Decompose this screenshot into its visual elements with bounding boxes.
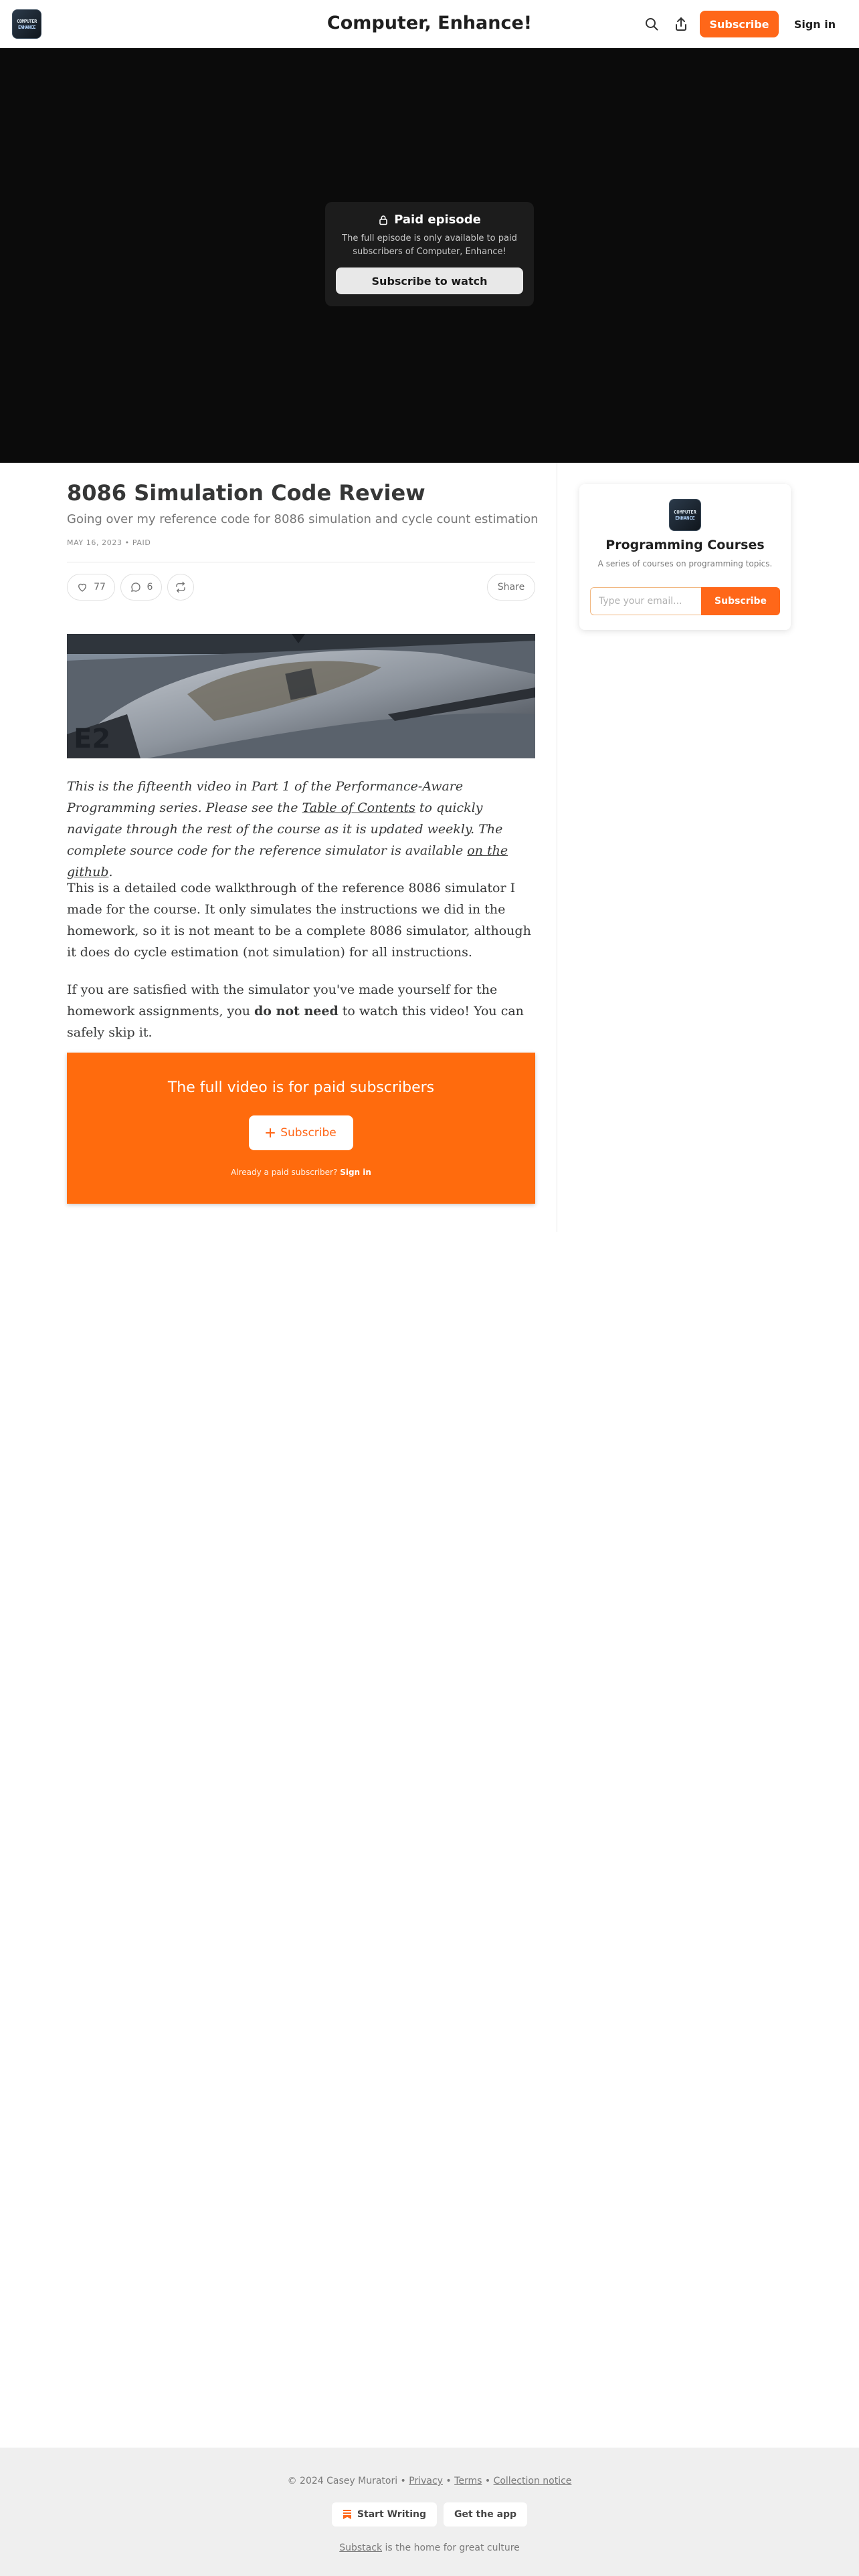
logo-text: ENHANCE	[17, 25, 35, 30]
email-subscribe-form	[590, 587, 780, 615]
site-footer	[0, 2448, 859, 2576]
sign-in-button[interactable]: Sign in	[793, 17, 836, 31]
share-button[interactable]: Share	[487, 574, 535, 601]
svg-text:E2: E2	[74, 724, 111, 754]
sidebar-title[interactable]: Programming Courses	[605, 538, 765, 552]
site-header	[0, 0, 859, 48]
comment-count: 6	[147, 582, 153, 593]
comment-icon	[130, 581, 142, 593]
logo-text: COMPUTER	[674, 510, 696, 515]
like-button[interactable]	[67, 574, 115, 601]
separator: •	[482, 2476, 494, 2486]
like-count: 77	[94, 582, 106, 593]
paywall-subscribe-label: Subscribe	[280, 1126, 337, 1140]
collection-notice-link[interactable]: Collection notice	[493, 2476, 572, 2486]
footer-tagline	[0, 2543, 859, 2553]
comments-button[interactable]	[120, 574, 162, 601]
restack-button[interactable]	[167, 574, 194, 601]
logo-text: ENHANCE	[675, 516, 695, 521]
body-text: If you are satisfied with the simulator you've made yourself for the homework assignments, you	[67, 982, 498, 1018]
site-title[interactable]: Computer, Enhance!	[326, 13, 533, 33]
paid-episode-card	[325, 202, 534, 306]
intro-text: .	[108, 865, 113, 879]
paywall-signin-note	[67, 1168, 535, 1177]
share-icon[interactable]	[673, 16, 689, 32]
post-date-meta: MAY 16, 2023 • PAID	[67, 538, 151, 547]
separator: •	[397, 2476, 409, 2486]
emphasis-text: do not need	[254, 1004, 339, 1018]
sidebar-subscribe-button[interactable]: Subscribe	[701, 587, 780, 615]
publication-logo[interactable]	[12, 9, 41, 39]
table-of-contents-link[interactable]: Table of Contents	[302, 800, 415, 815]
separator: •	[442, 2476, 455, 2486]
start-writing-button[interactable]	[332, 2502, 437, 2527]
footer-legal	[0, 2476, 859, 2486]
tagline-text: is the home for great culture	[382, 2543, 520, 2553]
lock-icon	[378, 215, 389, 225]
body-text: to watch this video! You can safely skip it.	[67, 1004, 524, 1040]
heart-icon	[76, 581, 88, 593]
email-input[interactable]	[590, 587, 701, 615]
plus-icon	[266, 1128, 275, 1138]
paid-episode-title: Paid episode	[394, 213, 481, 227]
logo-text: COMPUTER	[17, 19, 37, 24]
body-paragraph	[67, 979, 535, 1043]
terms-link[interactable]: Terms	[454, 2476, 482, 2486]
paid-episode-heading	[325, 213, 534, 227]
sidebar-publication-logo[interactable]	[669, 499, 701, 531]
paywall-title: The full video is for paid subscribers	[167, 1079, 435, 1096]
substack-icon	[343, 2509, 352, 2520]
paywall-cta	[67, 1053, 535, 1204]
copyright-text: © 2024 Casey Muratori	[287, 2476, 398, 2486]
post-subtitle: Going over my reference code for 8086 simulation and cycle count estimation	[67, 512, 539, 526]
intro-text: This is the fifteenth video in Part 1 of the Performance-Aware Programming series. Please see the	[67, 779, 464, 815]
subscribe-to-watch-button[interactable]: Subscribe to watch	[336, 267, 523, 294]
get-the-app-button[interactable]: Get the app	[444, 2502, 527, 2527]
body-paragraph: This is a detailed code walkthrough of the reference 8086 simulator I made for the course. It only simulates the instructions we did in the homework, so it is not meant to be a complete 8086 simulator, although it does do cycle estimation (not simulation) for all instructions.	[67, 881, 531, 960]
paywall-subscribe-button[interactable]	[249, 1115, 353, 1150]
subscribe-button[interactable]: Subscribe	[700, 11, 779, 37]
post-hero-image	[67, 634, 535, 758]
substack-link[interactable]: Substack	[339, 2543, 383, 2553]
paywall-signin-link[interactable]: Sign in	[340, 1168, 371, 1177]
privacy-link[interactable]: Privacy	[409, 2476, 443, 2486]
video-player[interactable]	[0, 48, 859, 463]
publication-sidebar-card	[579, 484, 791, 630]
post-title: 8086 Simulation Code Review	[67, 480, 425, 506]
footer-buttons	[0, 2502, 859, 2527]
intro-paragraph	[67, 776, 535, 883]
sidebar-description: A series of courses on programming topics.	[597, 559, 773, 568]
search-icon[interactable]	[644, 16, 660, 32]
restack-icon	[175, 581, 187, 593]
start-writing-label: Start Writing	[357, 2509, 426, 2520]
github-link[interactable]: on the github	[67, 843, 508, 879]
signin-prompt: Already a paid subscriber?	[231, 1168, 338, 1177]
intro-text: to quickly navigate through the rest of the course as it is updated weekly. The complete source code for the reference simulator is available	[67, 800, 503, 858]
paid-episode-description: The full episode is only available to paid subscribers of Computer, Enhance!	[342, 233, 517, 257]
